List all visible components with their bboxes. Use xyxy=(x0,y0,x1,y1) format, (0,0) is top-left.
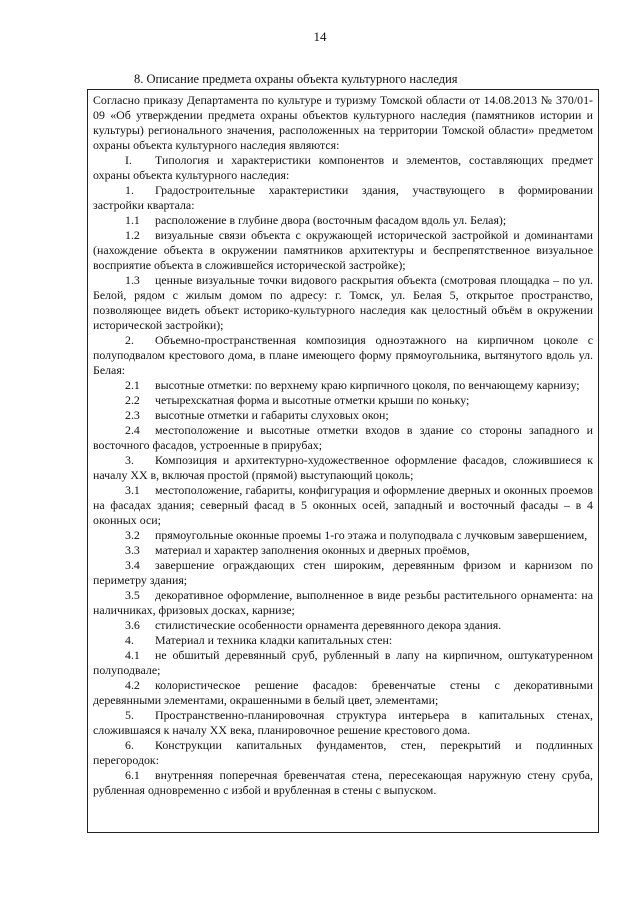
list-item xyxy=(93,333,593,378)
item-number: 2. xyxy=(125,333,134,347)
item-text: расположение в глубине двора (восточным фасадом вдоль ул. Белая); xyxy=(155,213,507,227)
list-item xyxy=(93,273,593,333)
list-item xyxy=(93,423,593,453)
item-number: 1. xyxy=(125,183,134,197)
item-number: 2.2 xyxy=(125,393,140,407)
list-item xyxy=(93,543,593,558)
item-text: прямоугольные оконные проемы 1-го этажа и полуподвала с лучковым завершением, xyxy=(155,528,588,542)
item-number: 1.1 xyxy=(125,213,140,227)
item-text: завершение ограждающих стен широким, деревянным фризом и карнизом по периметру здания; xyxy=(93,558,593,587)
list-item xyxy=(93,678,593,708)
item-number: 4. xyxy=(125,633,134,647)
item-text: местоположение, габариты, конфигурация и оформление дверных и оконных проемов на фасадах здания; северный фасад в 5 оконных осей, западный и восточный фасады – в 4 оконных оси; xyxy=(93,483,593,527)
item-number: 3.2 xyxy=(125,528,140,542)
item-text: внутренняя поперечная бревенчатая стена, пересекающая наружную стену сруба, рубленная одновременно с избой и врубленная в стены с выпуском. xyxy=(93,768,593,797)
intro-paragraph: Согласно приказу Департамента по культуре и туризму Томской области от 14.08.2013 № 370/01-09 «Об утверждении предмета охраны объектов культурного наследия (памятников истории и культуры) регионального значения, расположенных на территории Томской области» предметом охраны объекта культурного наследия являются: xyxy=(93,93,593,152)
list-item xyxy=(93,393,593,408)
item-text: колористическое решение фасадов: бревенчатые стены с декоративными деревянными элементами, окрашенными в белый цвет, элементами; xyxy=(93,678,593,707)
list-item xyxy=(93,408,593,423)
item-text: Конструкции капитальных фундаментов, стен, перекрытий и подлинных перегородок: xyxy=(93,738,593,767)
item-text: высотные отметки и габариты слуховых окон; xyxy=(155,408,389,422)
item-number: I. xyxy=(125,153,132,167)
item-text: четырехскатная форма и высотные отметки крыши по коньку; xyxy=(155,393,470,407)
item-number: 1.3 xyxy=(125,273,140,287)
content-box xyxy=(87,89,599,833)
item-text: Материал и техника кладки капитальных стен: xyxy=(155,633,393,647)
item-list xyxy=(93,153,593,798)
item-number: 4.2 xyxy=(125,678,140,692)
list-item xyxy=(93,183,593,213)
list-item xyxy=(93,768,593,798)
list-item xyxy=(93,213,593,228)
item-text: Пространственно-планировочная структура интерьера в капитальных стенах, сложившаяся к началу XX века, планировочное решение крестового дома. xyxy=(93,708,593,737)
item-text: материал и характер заполнения оконных и дверных проёмов, xyxy=(155,543,470,557)
list-item xyxy=(93,618,593,633)
item-text: Композиция и архитектурно-художественное оформление фасадов, сложившиеся к началу XX в, включая простой (прямой) выступающий цоколь; xyxy=(93,453,593,482)
item-number: 3.1 xyxy=(125,483,140,497)
item-number: 5. xyxy=(125,708,134,722)
item-number: 2.3 xyxy=(125,408,140,422)
item-number: 6. xyxy=(125,738,134,752)
item-number: 3.5 xyxy=(125,588,140,602)
item-text: Градостроительные характеристики здания, участвующего в формировании застройки квартала: xyxy=(93,183,593,212)
item-number: 3.6 xyxy=(125,618,140,632)
list-item xyxy=(93,378,593,393)
list-item xyxy=(93,633,593,648)
list-item xyxy=(93,558,593,588)
item-text: декоративное оформление, выполненное в виде резьбы растительного орнамента: на наличниках, фризовых досках, карнизе; xyxy=(93,588,593,617)
list-item xyxy=(93,708,593,738)
item-text: Типология и характеристики компонентов и элементов, составляющих предмет охраны объекта культурного наследия: xyxy=(93,153,593,182)
list-item xyxy=(93,588,593,618)
item-text: не обшитый деревянный сруб, рубленный в лапу на кирпичном, оштукатуренном полуподвале; xyxy=(93,648,593,677)
item-text: стилистические особенности орнамента деревянного декора здания. xyxy=(155,618,502,632)
item-number: 2.1 xyxy=(125,378,140,392)
page-number: 14 xyxy=(313,29,327,44)
item-number: 1.2 xyxy=(125,228,140,242)
item-number: 2.4 xyxy=(125,423,140,437)
item-number: 3.3 xyxy=(125,543,140,557)
item-number: 6.1 xyxy=(125,768,140,782)
list-item xyxy=(93,153,593,183)
item-number: 4.1 xyxy=(125,648,140,662)
item-text: визуальные связи объекта с окружающей исторической застройкой и доминантами (нахождение объекта в окружении памятников архитектуры и беспрепятственное визуальное восприятие объекта в сложившейся исторической застройке); xyxy=(93,228,593,272)
item-text: ценные визуальные точки видового раскрытия объекта (смотровая площадка – по ул. Белой, рядом с жилым домом по адресу: г. Томск, ул. Белая 5, открытое пространство, позволяющее видеть объект историко-культурного наследия как целостный объём в окружении исторической застройки); xyxy=(93,273,593,332)
item-number: 3. xyxy=(125,453,134,467)
list-item xyxy=(93,648,593,678)
list-item xyxy=(93,483,593,528)
list-item xyxy=(93,528,593,543)
item-number: 3.4 xyxy=(125,558,140,572)
section-title: 8. Описание предмета охраны объекта культурного наследия xyxy=(134,72,458,86)
item-text: Объемно-пространственная композиция одноэтажного на кирпичном цоколе с полуподвалом крестового дома, в плане имеющего форму прямоугольника, вытянутого вдоль ул. Белая: xyxy=(93,333,593,377)
list-item xyxy=(93,453,593,483)
list-item xyxy=(93,738,593,768)
list-item xyxy=(93,228,593,273)
item-text: местоположение и высотные отметки входов в здание со стороны западного и восточного фасадов, устроенные в прирубах; xyxy=(93,423,593,452)
item-text: высотные отметки: по верхнему краю кирпичного цоколя, по венчающему карнизу; xyxy=(155,378,580,392)
